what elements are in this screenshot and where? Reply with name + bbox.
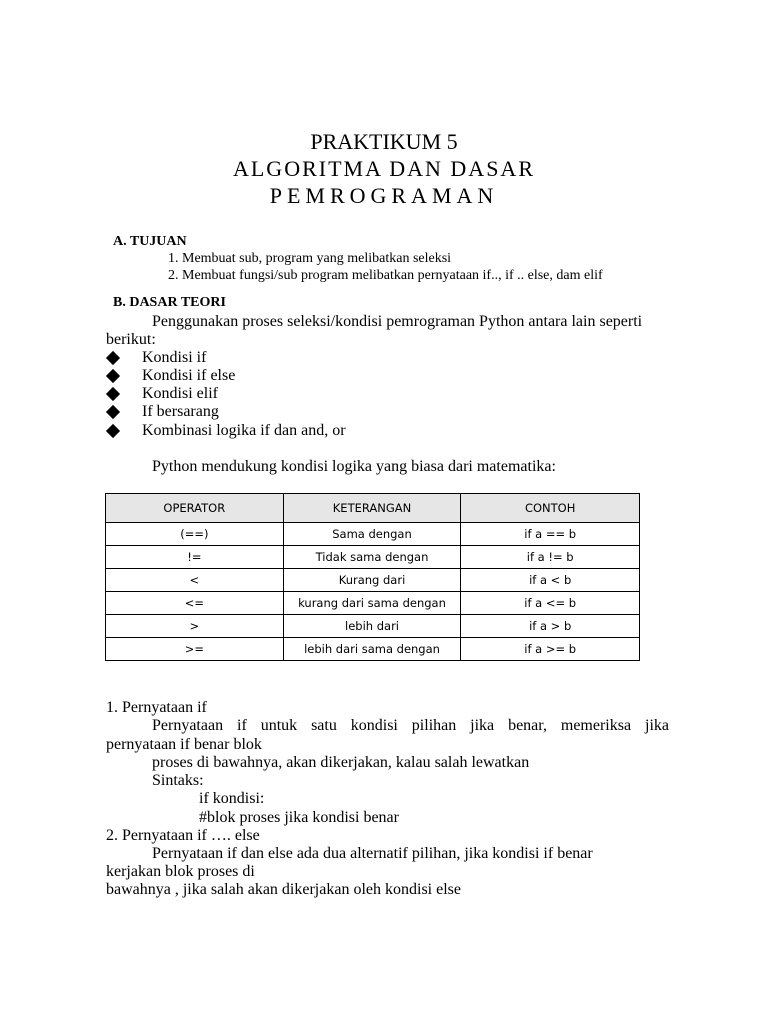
column-header: OPERATOR xyxy=(106,494,284,523)
pernyataan-if-desc-line-2: pernyataan if benar blok xyxy=(106,736,262,753)
pernyataan-if-desc-line-3: proses di bawahnya, akan dikerjakan, kalau salah lewatkan xyxy=(152,754,530,771)
table-cell: < xyxy=(106,569,284,592)
section-heading-dasar-teori: B. DASAR TEORI xyxy=(113,295,226,310)
pernyataan-if-else-desc-line-2: kerjakan blok proses di xyxy=(106,863,255,880)
pernyataan-if-desc-line-1: Pernyataan if untuk satu kondisi pilihan jika benar, memeriksa jika xyxy=(152,717,669,734)
table-cell: kurang dari sama dengan xyxy=(283,592,461,615)
table-cell: if a > b xyxy=(461,615,640,638)
bullet-item: Kondisi if xyxy=(106,349,206,367)
code-line-1: if kondisi: xyxy=(199,790,265,807)
table-cell: Tidak sama dengan xyxy=(283,546,461,569)
section-heading-pernyataan-if-else: 2. Pernyataan if …. else xyxy=(106,827,260,844)
pernyataan-if-else-desc-line-1: Pernyataan if dan else ada dua alternatif pilihan, jika kondisi if benar xyxy=(152,845,593,862)
tujuan-item-2: 2. Membuat fungsi/sub program melibatkan pernyataan if.., if .. else, dam elif xyxy=(168,268,603,283)
title-line-1: PRAKTIKUM 5 xyxy=(310,129,458,154)
table-row xyxy=(106,546,640,569)
operator-table xyxy=(105,493,640,661)
bullet-item: If bersarang xyxy=(106,403,219,421)
table-header-row xyxy=(106,494,640,523)
section-heading-pernyataan-if: 1. Pernyataan if xyxy=(106,699,207,716)
table-cell: if a < b xyxy=(461,569,640,592)
diamond-bullet-icon xyxy=(106,424,120,438)
table-row xyxy=(106,523,640,546)
dasar-teori-intro-line-2: berikut: xyxy=(106,331,156,348)
dasar-teori-intro-line-1: Penggunakan proses seleksi/kondisi pemrograman Python antara lain seperti xyxy=(152,313,643,330)
table-cell: lebih dari xyxy=(283,615,461,638)
pernyataan-if-else-desc-line-3: bawahnya , jika salah akan dikerjakan oleh kondisi else xyxy=(106,881,461,898)
sintaks-label: Sintaks: xyxy=(152,772,204,789)
table-cell: if a >= b xyxy=(461,638,640,661)
table-row xyxy=(106,592,640,615)
table-cell: if a == b xyxy=(461,523,640,546)
diamond-bullet-icon xyxy=(106,405,120,419)
table-cell: >= xyxy=(106,638,284,661)
table-cell: if a != b xyxy=(461,546,640,569)
title-line-3: PEMROGRAMAN xyxy=(269,183,499,208)
bullet-item: Kondisi if else xyxy=(106,367,235,385)
diamond-bullet-icon xyxy=(106,369,120,383)
document-title xyxy=(0,128,768,209)
column-header: KETERANGAN xyxy=(283,494,461,523)
diamond-bullet-icon xyxy=(106,351,120,365)
tujuan-item-1: 1. Membuat sub, program yang melibatkan seleksi xyxy=(168,251,452,266)
table-cell: (==) xyxy=(106,523,284,546)
table-cell: lebih dari sama dengan xyxy=(283,638,461,661)
table-row xyxy=(106,638,640,661)
table-cell: Kurang dari xyxy=(283,569,461,592)
code-line-2: #blok proses jika kondisi benar xyxy=(199,809,399,826)
table-cell: Sama dengan xyxy=(283,523,461,546)
table-cell: > xyxy=(106,615,284,638)
table-row xyxy=(106,615,640,638)
table-row xyxy=(106,569,640,592)
table-cell: != xyxy=(106,546,284,569)
table-cell: if a <= b xyxy=(461,592,640,615)
diamond-bullet-icon xyxy=(106,387,120,401)
table-cell: <= xyxy=(106,592,284,615)
section-heading-tujuan: A. TUJUAN xyxy=(113,234,187,249)
title-line-2: ALGORITMA DAN DASAR xyxy=(232,156,535,181)
table-intro: Python mendukung kondisi logika yang biasa dari matematika: xyxy=(152,458,556,475)
bullet-item: Kombinasi logika if dan and, or xyxy=(106,422,346,440)
column-header: CONTOH xyxy=(461,494,640,523)
bullet-item: Kondisi elif xyxy=(106,385,218,403)
